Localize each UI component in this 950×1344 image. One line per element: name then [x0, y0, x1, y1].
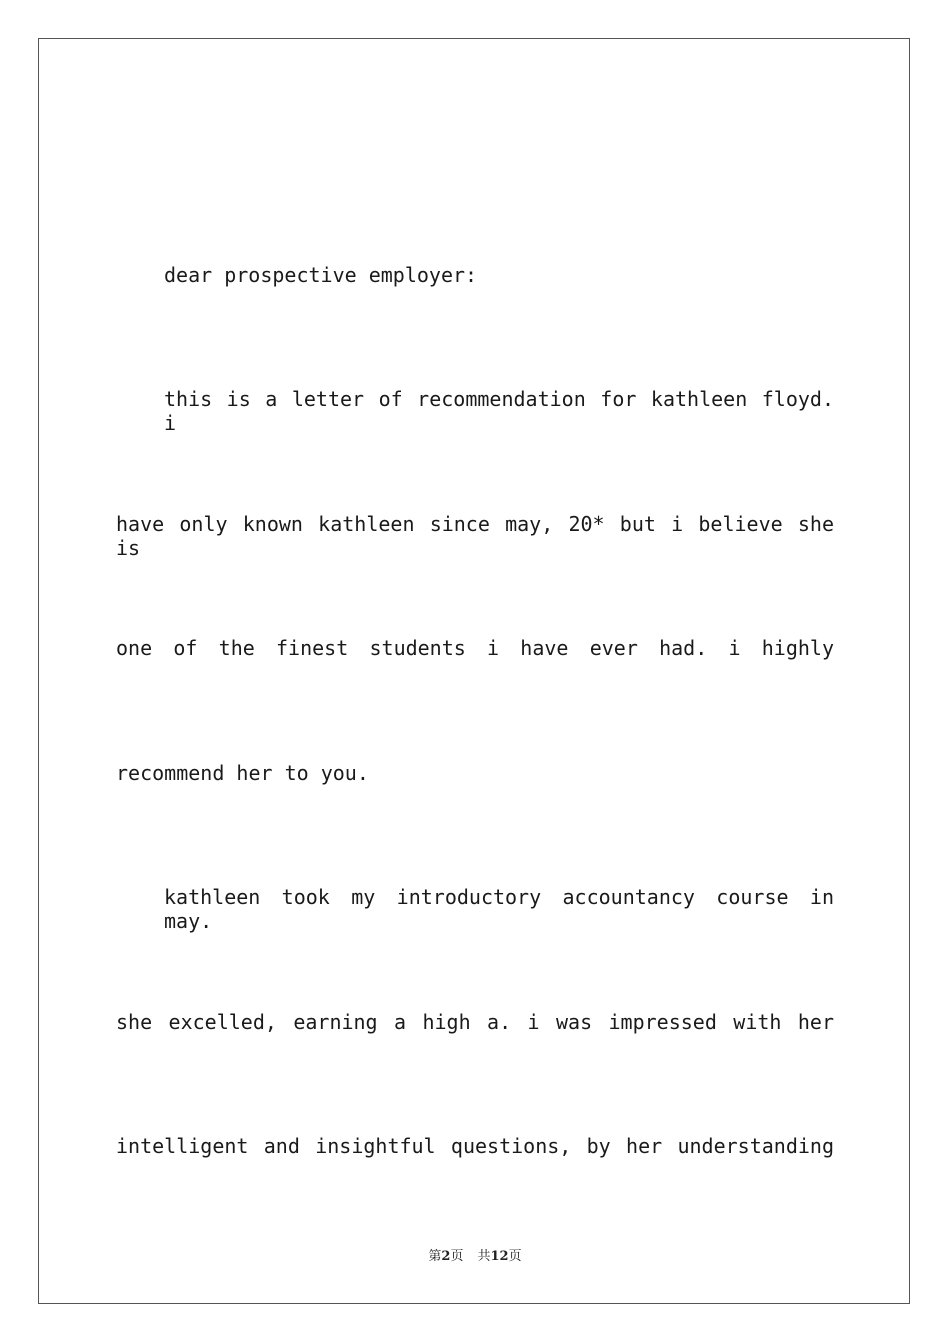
body-line-5: kathleen took my introductory accountancy course in may. [164, 885, 834, 933]
footer-total-suffix: 页 [508, 1249, 522, 1264]
page-border [38, 38, 910, 1304]
body-line-6: she excelled, earning a high a. i was impressed with her [116, 1010, 834, 1034]
current-page-number: 2 [441, 1249, 451, 1264]
body-line-1: this is a letter of recommendation for kathleen floyd. i [164, 387, 834, 435]
footer-prefix: 第 [428, 1249, 442, 1264]
page-footer [0, 1248, 950, 1266]
total-pages-number: 12 [490, 1249, 509, 1264]
body-line-3: one of the finest students i have ever had. i highly [116, 636, 834, 660]
footer-total-prefix: 共 [477, 1249, 491, 1264]
footer-page-suffix: 页 [450, 1249, 464, 1264]
salutation-line: dear prospective employer: [164, 263, 478, 287]
body-line-4: recommend her to you. [116, 761, 369, 785]
body-line-2: have only known kathleen since may, 20* but i believe she is [116, 512, 834, 560]
body-line-7: intelligent and insightful questions, by her understanding [116, 1134, 834, 1158]
